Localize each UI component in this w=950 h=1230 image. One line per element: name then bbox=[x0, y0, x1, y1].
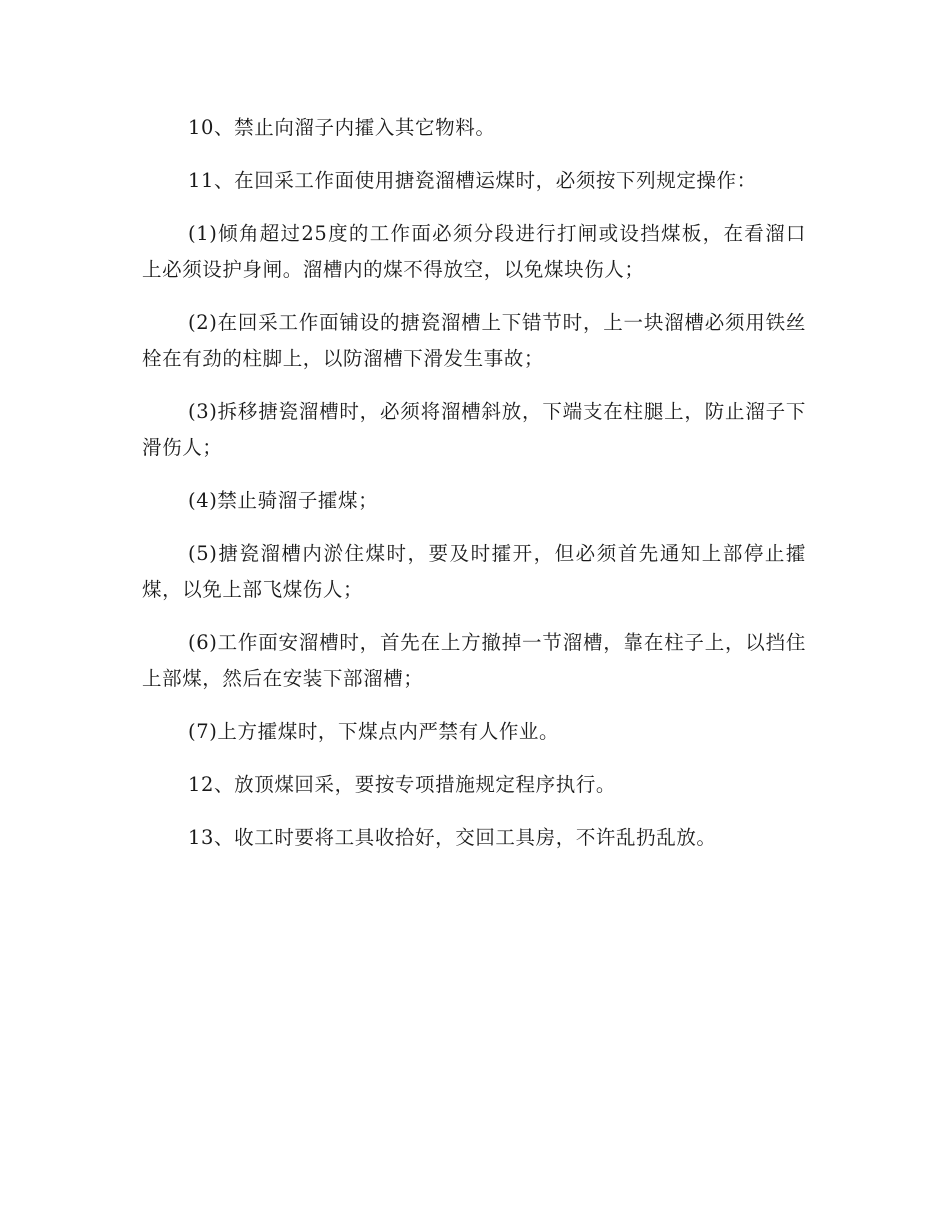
paragraph-subitem-2: (2)在回采工作面铺设的搪瓷溜槽上下错节时，上一块溜槽必须用铁丝栓在有劲的柱脚上，以防溜槽下滑发生事故； bbox=[142, 311, 806, 370]
document-body bbox=[142, 110, 806, 873]
paragraph-subitem-5: (5)搪瓷溜槽内淤住煤时，要及时攉开，但必须首先通知上部停止攉煤，以免上部飞煤伤人； bbox=[142, 542, 806, 601]
paragraph-subitem-4: (4)禁止骑溜子攉煤； bbox=[188, 489, 379, 512]
paragraph-subitem-7: (7)上方攉煤时，下煤点内严禁有人作业。 bbox=[188, 720, 560, 743]
paragraph-subitem-1: (1)倾角超过25度的工作面必须分段进行打闸或设挡煤板，在看溜口上必须设护身闸。溜槽内的煤不得放空，以免煤块伤人； bbox=[142, 222, 806, 281]
paragraph-item-12: 12、放顶煤回采，要按专项措施规定程序执行。 bbox=[188, 773, 617, 796]
paragraph-subitem-3: (3)拆移搪瓷溜槽时，必须将溜槽斜放，下端支在柱腿上，防止溜子下滑伤人； bbox=[142, 400, 806, 459]
paragraph-item-13: 13、收工时要将工具收拾好，交回工具房，不许乱扔乱放。 bbox=[188, 826, 717, 849]
paragraph-item-10: 10、禁止向溜子内攉入其它物料。 bbox=[188, 116, 496, 139]
paragraph-item-11: 11、在回采工作面使用搪瓷溜槽运煤时，必须按下列规定操作： bbox=[188, 169, 757, 192]
paragraph-subitem-6: (6)工作面安溜槽时，首先在上方撤掉一节溜槽，靠在柱子上，以挡住上部煤，然后在安装下部溜槽； bbox=[142, 631, 806, 690]
